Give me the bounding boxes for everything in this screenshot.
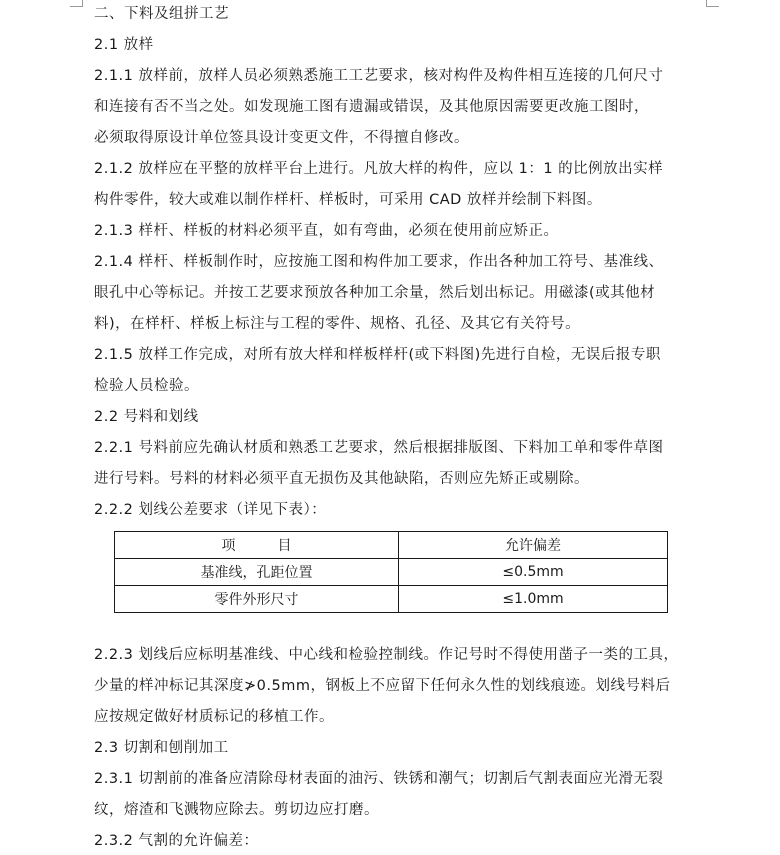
table-header-row: [115, 532, 668, 559]
paragraph-line: 2.3.1 切割前的准备应清除母材表面的油污、铁锈和潮气；切割后气割表面应光滑无裂: [94, 771, 664, 787]
subsection-heading: 2.1 放样: [94, 37, 154, 53]
margin-corner-mark-right: [706, 0, 719, 7]
paragraph-line: 料)，在样杆、样板上标注与工程的零件、规格、孔径、及其它有关符号。: [94, 316, 581, 332]
tolerance-table: [114, 531, 668, 613]
paragraph-line: 2.1.5 放样工作完成，对所有放大样和样板样杆(或下料图)先进行自检，无误后报专职: [94, 347, 661, 363]
paragraph-line: 眼孔中心等标记。并按工艺要求预放各种加工余量，然后划出标记。用磁漆(或其他材: [94, 285, 656, 301]
paragraph-line: 2.2.3 划线后应标明基准线、中心线和检验控制线。作记号时不得使用凿子一类的工具，: [94, 647, 679, 663]
table-header-tolerance: 允许偏差: [399, 532, 668, 559]
paragraph-line: 2.1.4 样杆、样板制作时，应按施工图和构件加工要求，作出各种加工符号、基准线、: [94, 254, 664, 270]
section-heading: 二、下料及组拼工艺: [94, 6, 229, 22]
paragraph-line: 2.3.2 气割的允许偏差：: [94, 833, 259, 849]
paragraph-line: 构件零件，较大或难以制作样杆、样板时，可采用 CAD 放样并绘制下料图。: [94, 192, 602, 208]
paragraph-line: 2.1.2 放样应在平整的放样平台上进行。凡放大样的构件，应以 1：1 的比例放出实样: [94, 161, 664, 177]
table-row: [115, 586, 668, 613]
subsection-heading: 2.2 号料和划线: [94, 409, 199, 425]
paragraph-line: 2.1.3 样杆、样板的材料必须平直，如有弯曲，必须在使用前应矫正。: [94, 223, 559, 239]
margin-corner-mark-left: [70, 0, 83, 7]
paragraph-line: 2.2.1 号料前应先确认材质和熟悉工艺要求，然后根据排版图、下料加工单和零件草图: [94, 440, 664, 456]
table-header-item: 项 目: [115, 532, 399, 559]
paragraph-line: 进行号料。号料的材料必须平直无损伤及其他缺陷，否则应先矫正或剔除。: [94, 471, 589, 487]
table-cell: 基准线，孔距位置: [115, 559, 399, 586]
paragraph-line: 少量的样冲标记其深度≯0.5mm，钢板上不应留下任何永久性的划线痕迹。划线号料后: [94, 678, 671, 694]
paragraph-line: 纹，熔渣和飞溅物应除去。剪切边应打磨。: [94, 802, 379, 818]
paragraph-line: 2.2.2 划线公差要求（详见下表）：: [94, 502, 327, 518]
table-cell: ≤0.5mm: [399, 559, 668, 586]
paragraph-line: 和连接有否不当之处。如发现施工图有遗漏或错误，及其他原因需要更改施工图时，: [94, 99, 649, 115]
subsection-heading: 2.3 切割和刨削加工: [94, 740, 229, 756]
paragraph-line: 2.1.1 放样前，放样人员必须熟悉施工工艺要求，核对构件及构件相互连接的几何尺寸: [94, 68, 664, 84]
paragraph-line: 应按规定做好材质标记的移植工作。: [94, 709, 334, 725]
table-cell: 零件外形尺寸: [115, 586, 399, 613]
paragraph-line: 必须取得原设计单位签具设计变更文件，不得擅自修改。: [94, 130, 469, 146]
paragraph-line: 检验人员检验。: [94, 378, 199, 394]
table-cell: ≤1.0mm: [399, 586, 668, 613]
table-row: [115, 559, 668, 586]
